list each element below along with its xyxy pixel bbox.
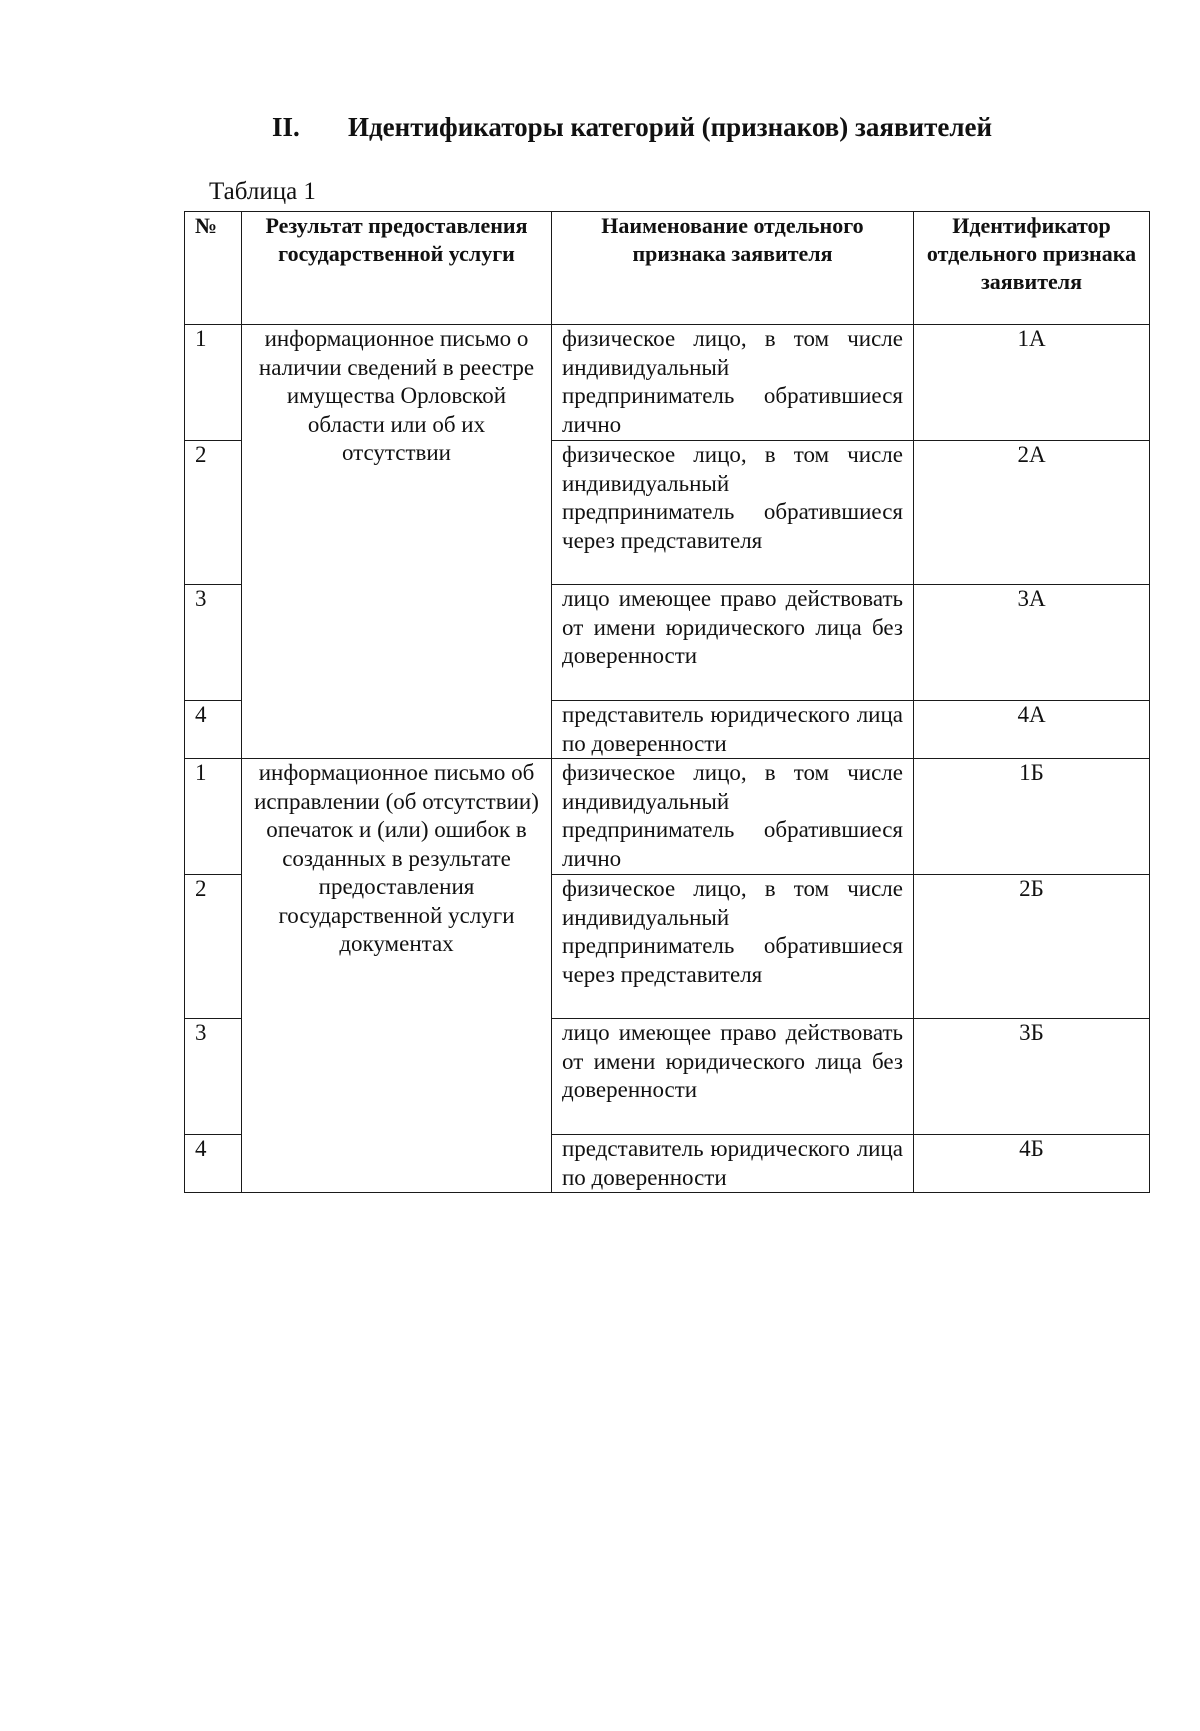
row-number: 1 xyxy=(185,325,242,441)
result-cell: информационное письмо о наличии сведений в реестре имущества Орловской области или об их отсутствии xyxy=(242,325,552,759)
identifier-cell: 4Б xyxy=(914,1135,1150,1193)
criterion-cell: лицо имеющее право действовать от имени юридического лица без доверенности xyxy=(552,1019,914,1135)
section-number: II. xyxy=(272,112,300,142)
row-number: 2 xyxy=(185,875,242,1019)
row-number: 4 xyxy=(185,1135,242,1193)
criterion-cell: представитель юридического лица по доверенности xyxy=(552,1135,914,1193)
criterion-cell: физическое лицо, в том числе индивидуальный предприниматель обратившиеся через представителя xyxy=(552,441,914,585)
criterion-cell: физическое лицо, в том числе индивидуальный предприниматель обратившиеся лично xyxy=(552,325,914,441)
identifier-cell: 4А xyxy=(914,701,1150,759)
identifier-cell: 3Б xyxy=(914,1019,1150,1135)
identifier-cell: 2Б xyxy=(914,875,1150,1019)
criterion-cell: физическое лицо, в том числе индивидуальный предприниматель обратившиеся лично xyxy=(552,759,914,875)
section-title: Идентификаторы категорий (признаков) заявителей xyxy=(348,112,993,142)
row-number: 3 xyxy=(185,1019,242,1135)
section-heading xyxy=(272,112,992,143)
identifier-cell: 1А xyxy=(914,325,1150,441)
identifier-cell: 2А xyxy=(914,441,1150,585)
criterion-cell: физическое лицо, в том числе индивидуальный предприниматель обратившиеся через представителя xyxy=(552,875,914,1019)
identifier-cell: 3А xyxy=(914,585,1150,701)
table-caption: Таблица 1 xyxy=(209,178,316,205)
row-number: 2 xyxy=(185,441,242,585)
applicant-categories-table xyxy=(184,211,1150,1193)
row-number: 4 xyxy=(185,701,242,759)
row-number: 1 xyxy=(185,759,242,875)
identifier-cell: 1Б xyxy=(914,759,1150,875)
header-result: Результат предоставления государственной услуги xyxy=(242,212,552,325)
result-cell: информационное письмо об исправлении (об отсутствии) опечаток и (или) ошибок в созданных в результате предоставления государственной услуги документах xyxy=(242,759,552,1193)
row-number: 3 xyxy=(185,585,242,701)
criterion-cell: представитель юридического лица по доверенности xyxy=(552,701,914,759)
header-criterion: Наименование отдельного признака заявителя xyxy=(552,212,914,325)
header-identifier: Идентификатор отдельного признака заявителя xyxy=(914,212,1150,325)
table-row xyxy=(185,759,1150,875)
table-row xyxy=(185,325,1150,441)
table-header-row xyxy=(185,212,1150,325)
header-num: № xyxy=(185,212,242,325)
criterion-cell: лицо имеющее право действовать от имени юридического лица без доверенности xyxy=(552,585,914,701)
